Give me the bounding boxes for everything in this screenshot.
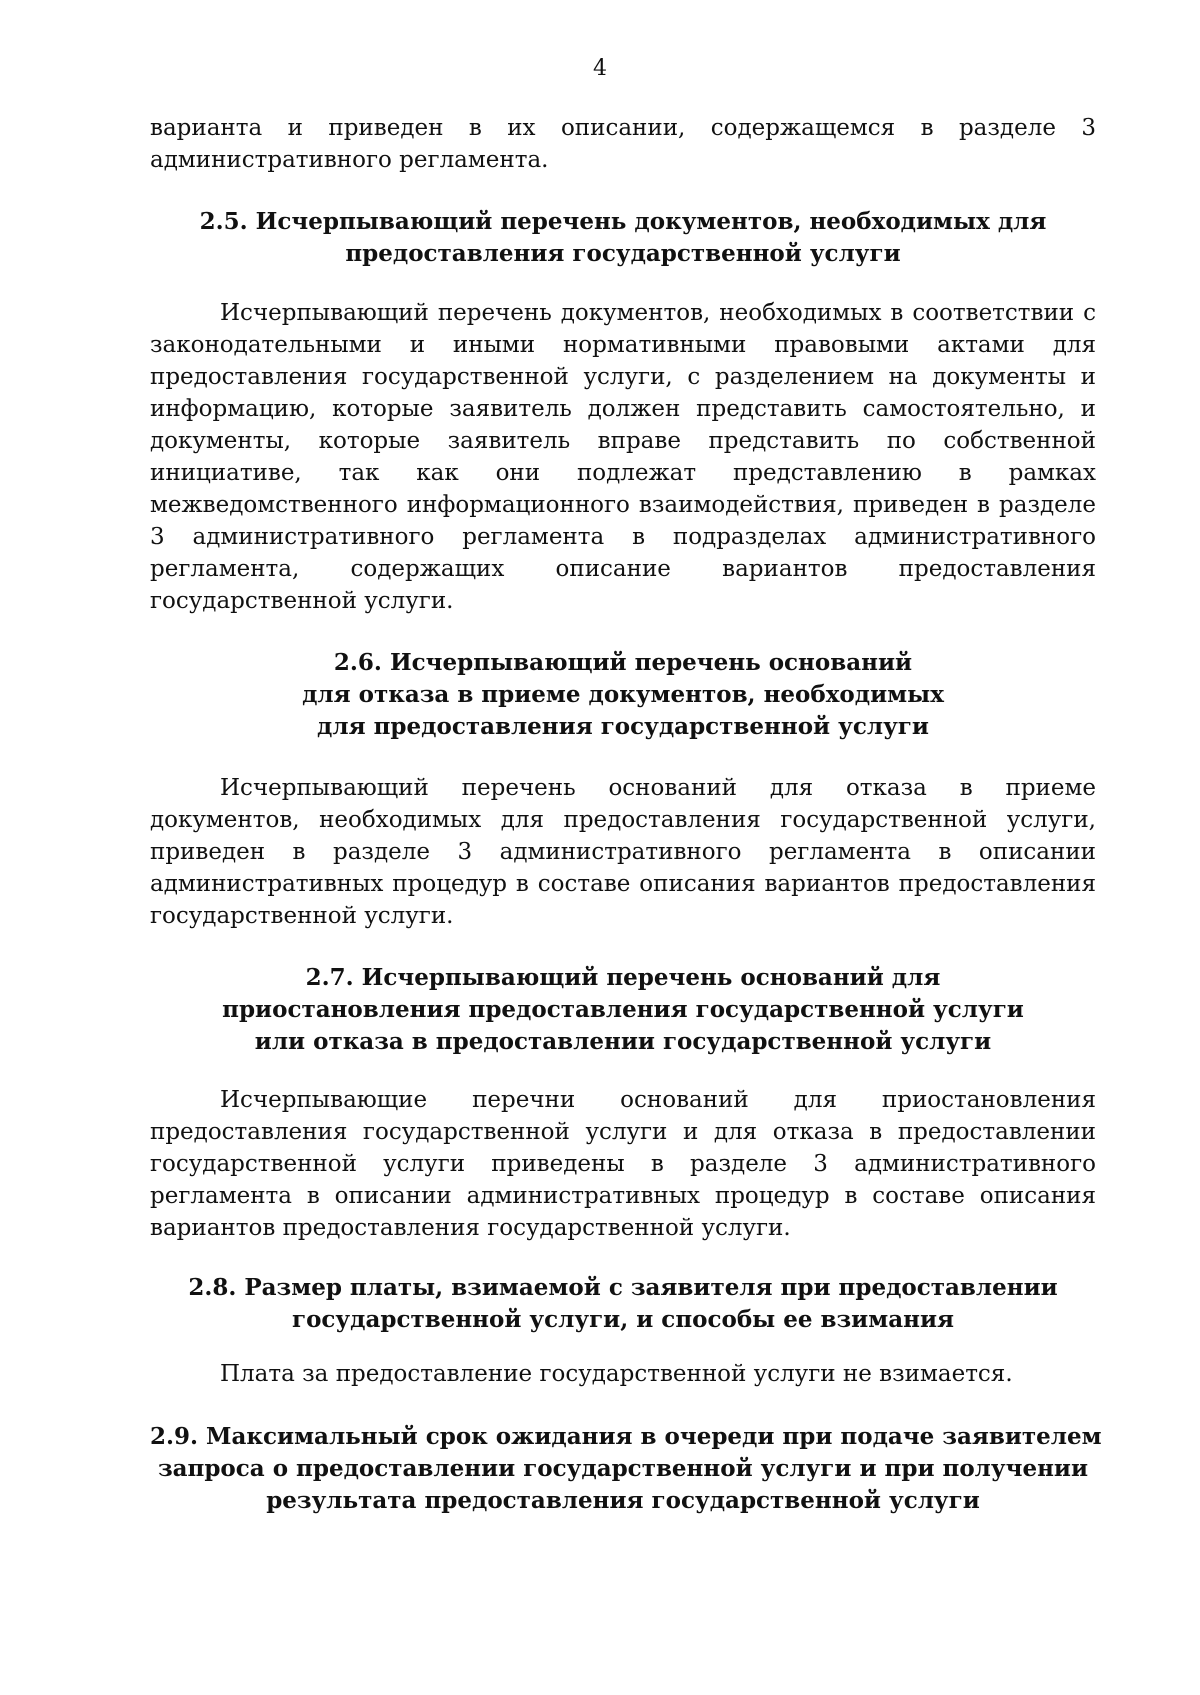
- heading-line: или отказа в предоставлении государственной услуги: [254, 1028, 992, 1055]
- section-heading-2-7: [150, 962, 1096, 1058]
- section-body-2-8: Плата за предоставление государственной услуги не взимается.: [220, 1361, 1013, 1387]
- heading-line: 2.7. Исчерпывающий перечень оснований для: [305, 964, 941, 991]
- section-heading-2-8: [150, 1272, 1096, 1336]
- heading-line: предоставления государственной услуги: [345, 240, 901, 267]
- heading-line: приостановления предоставления государственной услуги: [222, 996, 1024, 1023]
- heading-line: 2.5. Исчерпывающий перечень документов, необходимых для: [199, 208, 1047, 235]
- heading-line: 2.6. Исчерпывающий перечень оснований: [333, 649, 913, 676]
- section-heading-2-5: [150, 206, 1096, 270]
- section-body-2-5: Исчерпывающий перечень документов, необходимых в соответствии с законодательными и иными нормативными правовыми актами для предоставления государственной услуги, с разделением на документы и информацию, которые заявитель должен представить самостоятельно, и документы, которые заявитель вправе представить по собственной инициативе, так как они подлежат представлению в рамках межведомственного информационного взаимодействия, приведен в разделе 3 административного регламента в подразделах административного регламента, содержащих описание вариантов предоставления государственной услуги.: [150, 300, 1096, 614]
- section-body-2-6: Исчерпывающий перечень оснований для отказа в приеме документов, необходимых для предоставления государственной услуги, приведен в разделе 3 административного регламента в описании административных процедур в составе описания вариантов предоставления государственной услуги.: [150, 775, 1096, 929]
- section-heading-2-6: [150, 647, 1096, 743]
- heading-line: для отказа в приеме документов, необходимых: [302, 681, 944, 708]
- page-number: 4: [593, 56, 607, 81]
- section-body-2-7: Исчерпывающие перечни оснований для приостановления предоставления государственной услуги и для отказа в предоставлении государственной услуги приведены в разделе 3 административного регламента в описании административных процедур в составе описания вариантов предоставления государственной услуги.: [150, 1087, 1096, 1241]
- document-body: [150, 112, 1102, 1517]
- section-heading-2-9: [150, 1421, 1102, 1517]
- heading-line: 2.9. Максимальный срок ожидания в очереди при подаче заявителем: [150, 1423, 1102, 1450]
- heading-line: запроса о предоставлении государственной услуги и при получении: [157, 1455, 1089, 1482]
- intro-paragraph: варианта и приведен в их описании, содержащемся в разделе 3 административного регламента.: [150, 115, 1096, 173]
- heading-line: результата предоставления государственной услуги: [266, 1487, 980, 1514]
- heading-line: государственной услуги, и способы ее взимания: [291, 1306, 954, 1333]
- heading-line: для предоставления государственной услуги: [317, 713, 929, 740]
- heading-line: 2.8. Размер платы, взимаемой с заявителя при предоставлении: [188, 1274, 1058, 1301]
